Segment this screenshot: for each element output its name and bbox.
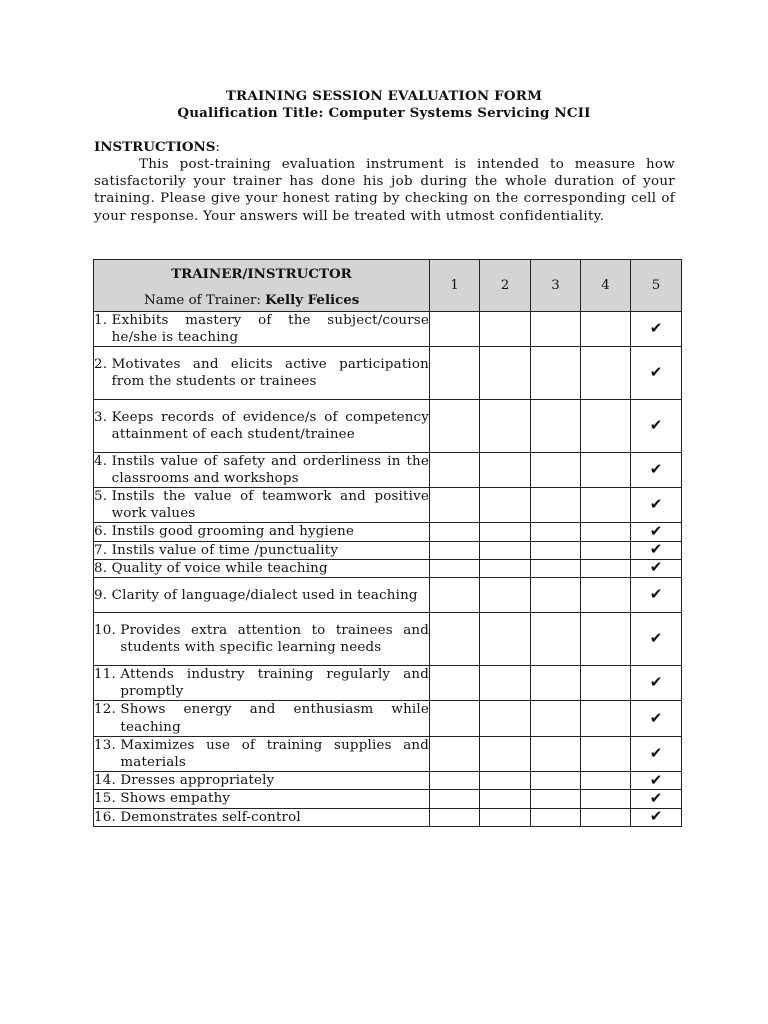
rating-cell-3[interactable] <box>531 347 581 400</box>
criterion-number: 15. <box>94 791 121 807</box>
rating-cell-5[interactable] <box>631 347 682 400</box>
criterion-content <box>94 523 429 540</box>
instructions-text: This post-training evaluation instrument is intended to measure how satisfactorily your trainer has done his job during the whole duration of your training. Please give your honest rating by checking on the corresponding cell of your response. Your answers will be treated with utmost confidentiality. <box>94 157 675 224</box>
rating-cell-4[interactable] <box>581 808 631 826</box>
rating-cell-1[interactable] <box>430 559 480 577</box>
criterion-cell <box>94 312 430 347</box>
rating-cell-1[interactable] <box>430 808 480 826</box>
rating-cell-2[interactable] <box>480 701 531 736</box>
rating-cell-5[interactable] <box>631 400 682 453</box>
table-row <box>94 613 682 666</box>
table-row <box>94 452 682 487</box>
criterion-number: 7. <box>94 542 112 558</box>
check-icon: ✔ <box>649 459 663 478</box>
criterion-text: Instils value of safety and orderliness in the classrooms and workshops <box>111 453 429 486</box>
instructions-colon: : <box>215 140 220 155</box>
criterion-cell <box>94 488 430 523</box>
trainer-name-line <box>94 292 429 308</box>
check-icon: ✔ <box>649 770 663 789</box>
rating-cell-3[interactable] <box>531 452 581 487</box>
criterion-cell <box>94 701 430 736</box>
rating-cell-4[interactable] <box>581 559 631 577</box>
rating-cell-1[interactable] <box>430 312 480 347</box>
rating-cell-4[interactable] <box>581 736 631 771</box>
table-row <box>94 701 682 736</box>
criterion-text: Motivates and elicits active participation from the students or trainees <box>111 357 429 390</box>
rating-cell-1[interactable] <box>430 523 480 541</box>
rating-cell-2[interactable] <box>480 578 531 613</box>
criterion-cell <box>94 808 430 826</box>
rating-cell-5[interactable] <box>631 559 682 577</box>
rating-cell-5[interactable] <box>631 808 682 826</box>
criterion-cell <box>94 772 430 790</box>
criterion-content <box>94 356 429 390</box>
criterion-number: 1. <box>94 313 112 328</box>
rating-cell-3[interactable] <box>531 400 581 453</box>
criterion-content <box>94 587 429 604</box>
criterion-number: 4. <box>94 453 112 469</box>
qualification-title: Qualification Title: Computer Systems Servicing NCII <box>177 105 591 121</box>
rating-cell-2[interactable] <box>480 613 531 666</box>
rating-cell-2[interactable] <box>480 523 531 541</box>
table-row <box>94 488 682 523</box>
rating-cell-4[interactable] <box>581 772 631 790</box>
criterion-cell <box>94 400 430 453</box>
check-icon: ✔ <box>649 673 663 692</box>
table-row <box>94 772 682 790</box>
rating-cell-4[interactable] <box>581 790 631 808</box>
rating-cell-1[interactable] <box>430 736 480 771</box>
rating-cell-3[interactable] <box>531 559 581 577</box>
rating-cell-4[interactable] <box>581 666 631 701</box>
criterion-number: 8. <box>94 560 112 576</box>
criterion-content <box>94 790 429 807</box>
table-row <box>94 736 682 771</box>
rating-header-3: 3 <box>531 260 581 312</box>
criterion-content <box>94 542 429 559</box>
check-icon: ✔ <box>649 708 663 727</box>
rating-cell-2[interactable] <box>480 400 531 453</box>
criterion-text: Keeps records of evidence/s of competency attainment of each student/trainee <box>111 409 429 442</box>
rating-cell-2[interactable] <box>480 488 531 523</box>
criterion-text: Instils value of time /punctuality <box>111 542 339 558</box>
criterion-text: Exhibits mastery of the subject/course he/she is teaching <box>111 313 429 346</box>
evaluation-table <box>93 259 682 827</box>
check-icon: ✔ <box>649 522 663 540</box>
rating-cell-5[interactable] <box>631 312 682 347</box>
check-icon: ✔ <box>649 585 663 604</box>
instructions-label: INSTRUCTIONS <box>94 139 216 155</box>
rating-cell-5[interactable] <box>631 772 682 790</box>
rating-cell-3[interactable] <box>531 666 581 701</box>
criterion-number: 6. <box>94 524 112 540</box>
criteria-body <box>94 312 682 827</box>
rating-cell-2[interactable] <box>480 312 531 347</box>
check-icon: ✔ <box>649 363 663 382</box>
criterion-content <box>94 453 429 487</box>
criterion-text: Attends industry training regularly and promptly <box>120 667 429 700</box>
criterion-number: 5. <box>94 489 112 504</box>
table-row <box>94 790 682 808</box>
rating-header-5: 5 <box>631 260 682 312</box>
rating-cell-5[interactable] <box>631 523 682 541</box>
rating-cell-2[interactable] <box>480 772 531 790</box>
rating-cell-1[interactable] <box>430 578 480 613</box>
criterion-content <box>94 488 429 522</box>
rating-cell-1[interactable] <box>430 772 480 790</box>
rating-cell-4[interactable] <box>581 347 631 400</box>
rating-cell-2[interactable] <box>480 736 531 771</box>
rating-cell-3[interactable] <box>531 488 581 523</box>
criterion-content <box>94 560 429 577</box>
rating-cell-3[interactable] <box>531 736 581 771</box>
criterion-text: Demonstrates self-control <box>120 809 301 825</box>
check-icon: ✔ <box>649 558 663 577</box>
rating-cell-5[interactable] <box>631 790 682 808</box>
rating-cell-4[interactable] <box>581 701 631 736</box>
rating-cell-5[interactable] <box>631 666 682 701</box>
rating-cell-1[interactable] <box>430 488 480 523</box>
criterion-number: 12. <box>94 702 121 718</box>
criterion-content <box>94 809 429 826</box>
criterion-number: 3. <box>94 409 112 425</box>
rating-cell-1[interactable] <box>430 701 480 736</box>
table-row <box>94 808 682 826</box>
table-header-row <box>94 260 682 312</box>
criterion-cell <box>94 790 430 808</box>
criterion-text: Instils good grooming and hygiene <box>111 524 355 540</box>
criterion-cell <box>94 523 430 541</box>
rating-cell-3[interactable] <box>531 578 581 613</box>
rating-cell-4[interactable] <box>581 488 631 523</box>
rating-cell-4[interactable] <box>581 523 631 541</box>
criterion-text: Clarity of language/dialect used in teaching <box>111 587 418 603</box>
check-icon: ✔ <box>649 319 663 338</box>
rating-cell-3[interactable] <box>531 541 581 559</box>
criterion-content <box>94 737 429 771</box>
rating-cell-3[interactable] <box>531 312 581 347</box>
criterion-text: Maximizes use of training supplies and materials <box>120 737 429 771</box>
criterion-content <box>94 666 429 700</box>
rating-cell-2[interactable] <box>480 666 531 701</box>
table-row <box>94 523 682 541</box>
table-row <box>94 400 682 453</box>
rating-cell-2[interactable] <box>480 541 531 559</box>
check-icon: ✔ <box>649 540 663 559</box>
table-row <box>94 666 682 701</box>
table-row <box>94 347 682 400</box>
criterion-content <box>94 772 429 789</box>
rating-cell-1[interactable] <box>430 400 480 453</box>
rating-cell-1[interactable] <box>430 790 480 808</box>
rating-cell-2[interactable] <box>480 347 531 400</box>
rating-header-1: 1 <box>430 260 480 312</box>
criterion-content <box>94 701 429 735</box>
rating-cell-4[interactable] <box>581 613 631 666</box>
rating-cell-2[interactable] <box>480 559 531 577</box>
criterion-number: 13. <box>94 737 121 753</box>
rating-cell-5[interactable] <box>631 701 682 736</box>
check-icon: ✔ <box>649 415 663 434</box>
criterion-content <box>94 312 429 346</box>
criterion-text: Shows energy and enthusiasm while teaching <box>120 702 429 735</box>
rating-cell-2[interactable] <box>480 452 531 487</box>
table-row <box>94 559 682 577</box>
instructions-heading <box>94 139 220 155</box>
table-row <box>94 312 682 347</box>
criterion-cell <box>94 559 430 577</box>
check-icon: ✔ <box>649 789 663 808</box>
table-row <box>94 541 682 559</box>
table-row <box>94 578 682 613</box>
criterion-cell <box>94 541 430 559</box>
rating-cell-4[interactable] <box>581 452 631 487</box>
criterion-number: 9. <box>94 587 112 603</box>
criterion-number: 16. <box>94 809 121 825</box>
rating-cell-5[interactable] <box>631 613 682 666</box>
rating-cell-2[interactable] <box>480 790 531 808</box>
rating-cell-2[interactable] <box>480 808 531 826</box>
trainer-name: Kelly Felices <box>265 291 360 308</box>
criterion-cell <box>94 452 430 487</box>
rating-cell-3[interactable] <box>531 701 581 736</box>
criterion-cell <box>94 613 430 666</box>
trainer-name-label: Name of Trainer: <box>144 292 266 308</box>
criterion-text: Shows empathy <box>120 791 231 807</box>
rating-cell-1[interactable] <box>430 452 480 487</box>
rating-cell-4[interactable] <box>581 541 631 559</box>
criterion-text: Instils the value of teamwork and positive work values <box>111 489 429 522</box>
rating-cell-3[interactable] <box>531 772 581 790</box>
rating-cell-5[interactable] <box>631 488 682 523</box>
rating-header-4: 4 <box>581 260 631 312</box>
criterion-text: Quality of voice while teaching <box>111 560 328 576</box>
criterion-content <box>94 409 429 443</box>
rating-header-2: 2 <box>480 260 531 312</box>
criterion-text: Provides extra attention to trainees and students with specific learning needs <box>120 623 429 656</box>
criterion-cell <box>94 666 430 701</box>
rating-cell-4[interactable] <box>581 312 631 347</box>
criterion-cell <box>94 347 430 400</box>
rating-cell-1[interactable] <box>430 347 480 400</box>
trainer-header-cell <box>94 260 430 312</box>
criterion-content <box>94 622 429 656</box>
criterion-text: Dresses appropriately <box>120 773 275 789</box>
rating-cell-5[interactable] <box>631 541 682 559</box>
criterion-number: 2. <box>94 357 112 372</box>
rating-cell-3[interactable] <box>531 790 581 808</box>
criterion-cell <box>94 736 430 771</box>
rating-cell-1[interactable] <box>430 666 480 701</box>
rating-cell-1[interactable] <box>430 613 480 666</box>
rating-cell-5[interactable] <box>631 736 682 771</box>
rating-cell-5[interactable] <box>631 578 682 613</box>
trainer-header-title: TRAINER/INSTRUCTOR <box>171 265 352 282</box>
rating-cell-1[interactable] <box>430 541 480 559</box>
criterion-number: 10. <box>94 623 121 638</box>
rating-cell-5[interactable] <box>631 452 682 487</box>
criterion-cell <box>94 578 430 613</box>
criterion-number: 14. <box>94 773 121 789</box>
rating-cell-4[interactable] <box>581 578 631 613</box>
rating-cell-3[interactable] <box>531 808 581 826</box>
form-title: TRAINING SESSION EVALUATION FORM <box>225 88 543 104</box>
check-icon: ✔ <box>649 495 663 514</box>
criterion-number: 11. <box>94 667 121 682</box>
check-icon: ✔ <box>649 744 663 763</box>
check-icon: ✔ <box>649 629 663 648</box>
rating-cell-4[interactable] <box>581 400 631 453</box>
rating-cell-3[interactable] <box>531 523 581 541</box>
check-icon: ✔ <box>649 807 663 826</box>
rating-cell-3[interactable] <box>531 613 581 666</box>
